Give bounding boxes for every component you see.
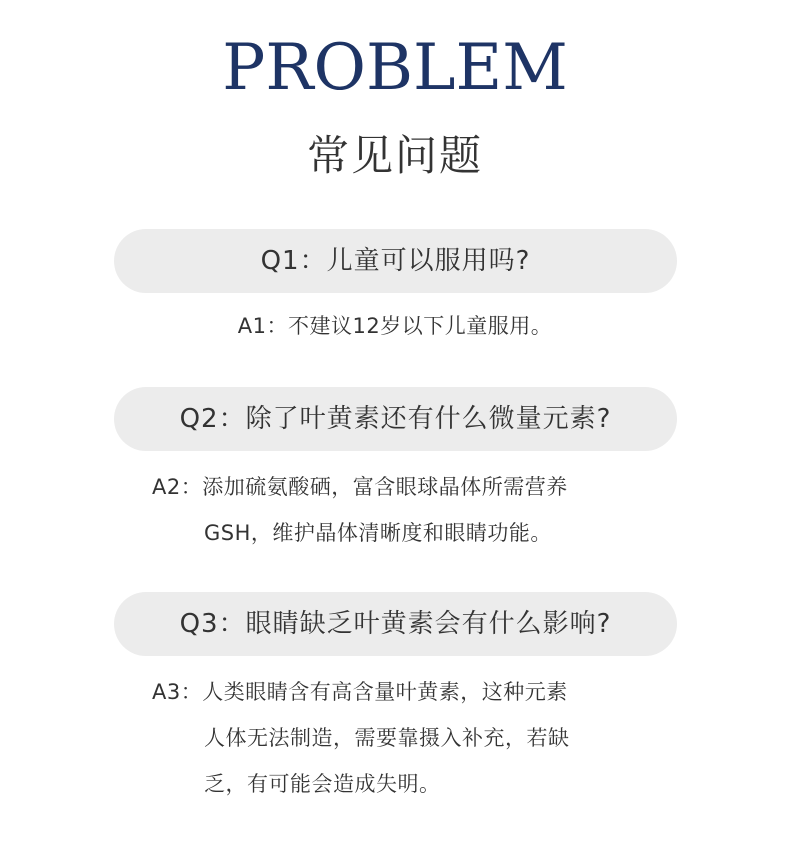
faq-answer-2-line-2: GSH，维护晶体清晰度和眼睛功能。: [204, 521, 552, 545]
faq-answer-3-line-2: 人体无法制造，需要靠摄入补充，若缺: [204, 726, 570, 750]
faq-answer-2: [152, 464, 632, 556]
page-title-chinese: 常见问题: [306, 131, 483, 180]
faq-answer-3-line-3: 乏，有可能会造成失明。: [204, 772, 441, 796]
faq-answer-3-line-1: A3：人类眼睛含有高含量叶黄素，这种元素: [152, 680, 568, 704]
faq-question-1: [114, 229, 677, 293]
faq-question-2: [114, 387, 677, 451]
faq-answer-3: [152, 669, 632, 807]
faq-question-1-text: Q1：儿童可以服用吗?: [260, 246, 531, 276]
faq-answer-2-line-1: A2：添加硫氨酸硒，富含眼球晶体所需营养: [152, 475, 568, 499]
faq-answer-1: A1：不建议12岁以下儿童服用。: [237, 314, 553, 338]
faq-question-3-text: Q3：眼睛缺乏叶黄素会有什么影响?: [179, 609, 612, 639]
faq-question-3: [114, 592, 677, 656]
faq-question-2-text: Q2：除了叶黄素还有什么微量元素?: [179, 404, 612, 434]
page-title-english: PROBLEM: [222, 31, 568, 105]
